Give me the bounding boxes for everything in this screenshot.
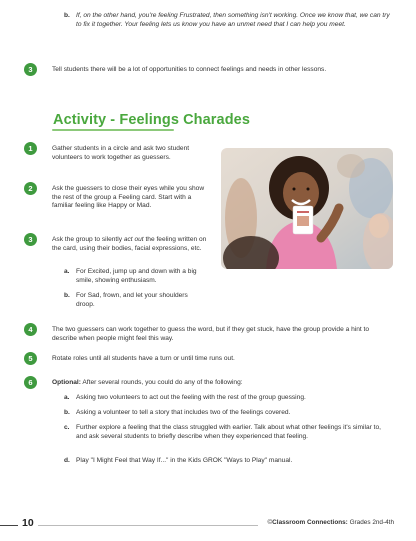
footer-grades: Grades 2nd-4th [347,519,394,526]
step-6-sub-b [64,409,394,418]
sub-text: If, on the other hand, you're feeling Frustrated, then something isn't working. Once we know that, we can try to fix it together. Your feeling lets us know you have an unmet need that I can help you meet. [76,12,390,28]
intro-step-3 [24,63,394,76]
sub-label: a. [64,268,70,275]
activity-step-1 [24,142,214,162]
step-6-sub-d [64,457,394,466]
sub-label: b. [64,292,70,299]
step-text: The two guessers can work together to guess the word, but if they get stuck, have the group provide a hint to describe when people might feel this way. [52,326,370,342]
footer-rule-left [0,525,18,526]
step-6-sub-a [64,394,394,403]
photo-illustration [221,148,393,269]
optional-text: After several rounds, you could do any of the following: [80,379,243,386]
classroom-photo [221,148,393,269]
activity-step-5 [24,352,396,365]
step-6-sub-c [64,424,384,441]
sub-label: b. [64,12,70,19]
sub-text: For Excited, jump up and down with a big smile, showing enthusiasm. [76,268,197,284]
step-text-em: act out [123,236,144,243]
step-number-badge: 3 [24,233,37,246]
step-text-pre: Ask the group to silently [52,236,124,243]
activity-step-6 [24,376,396,389]
activity-title: Activity - Feelings Charades [53,112,250,128]
sub-text: For Sad, frown, and let your shoulders droop. [76,292,188,308]
step-number-badge: 2 [24,182,37,195]
sub-text: Play "I Might Feel that Way If..." in the Kids GROK "Ways to Play" manual. [76,457,293,464]
activity-step-2 [24,182,214,211]
sub-text: Asking a volunteer to tell a story that includes two of the feelings covered. [76,409,291,416]
footer-credit [267,519,394,526]
step-number-badge: 4 [24,323,37,336]
intro-sub-b [64,12,394,29]
step-text: Gather students in a circle and ask two student volunteers to work together as guessers. [52,145,190,161]
copyright-symbol: © [267,519,273,526]
sub-text: Further explore a feeling that the class struggled with earlier. Talk about what other feelings it's similar to, and ask several students to briefly describe when they experienced that feeling. [76,424,381,440]
page-number: 10 [22,517,34,529]
step-number-badge: 5 [24,352,37,365]
sub-label: a. [64,394,70,401]
step-3-sub-b [64,292,204,309]
step-number-badge: 3 [24,63,37,76]
step-text-post: the feeling written on the card, using their bodies, facial expressions, etc. [52,236,207,252]
step-text: Tell students there will be a lot of opportunities to connect feelings and needs in other lessons. [52,66,327,73]
step-text: Rotate roles until all students have a turn or until time runs out. [52,355,235,362]
step-text [52,379,243,388]
footer-title: Classroom Connections: [272,519,348,526]
activity-step-3 [24,233,219,253]
step-text [52,236,214,253]
sub-text: Asking two volunteers to act out the feeling with the rest of the group guessing. [76,394,306,401]
optional-label: Optional: [52,379,81,386]
sub-label: c. [64,424,70,431]
step-3-sub-a [64,268,209,285]
step-number-badge: 6 [24,376,37,389]
footer-rule [38,525,258,526]
step-number-badge: 1 [24,142,37,155]
sub-label: b. [64,409,70,416]
title-underline [52,129,174,131]
step-text: Ask the guessers to close their eyes while you show the rest of the group a Feeling card. Start with a familiar feeling like Happy or Mad. [52,185,205,210]
sub-label: d. [64,457,70,464]
activity-step-4 [24,323,396,343]
